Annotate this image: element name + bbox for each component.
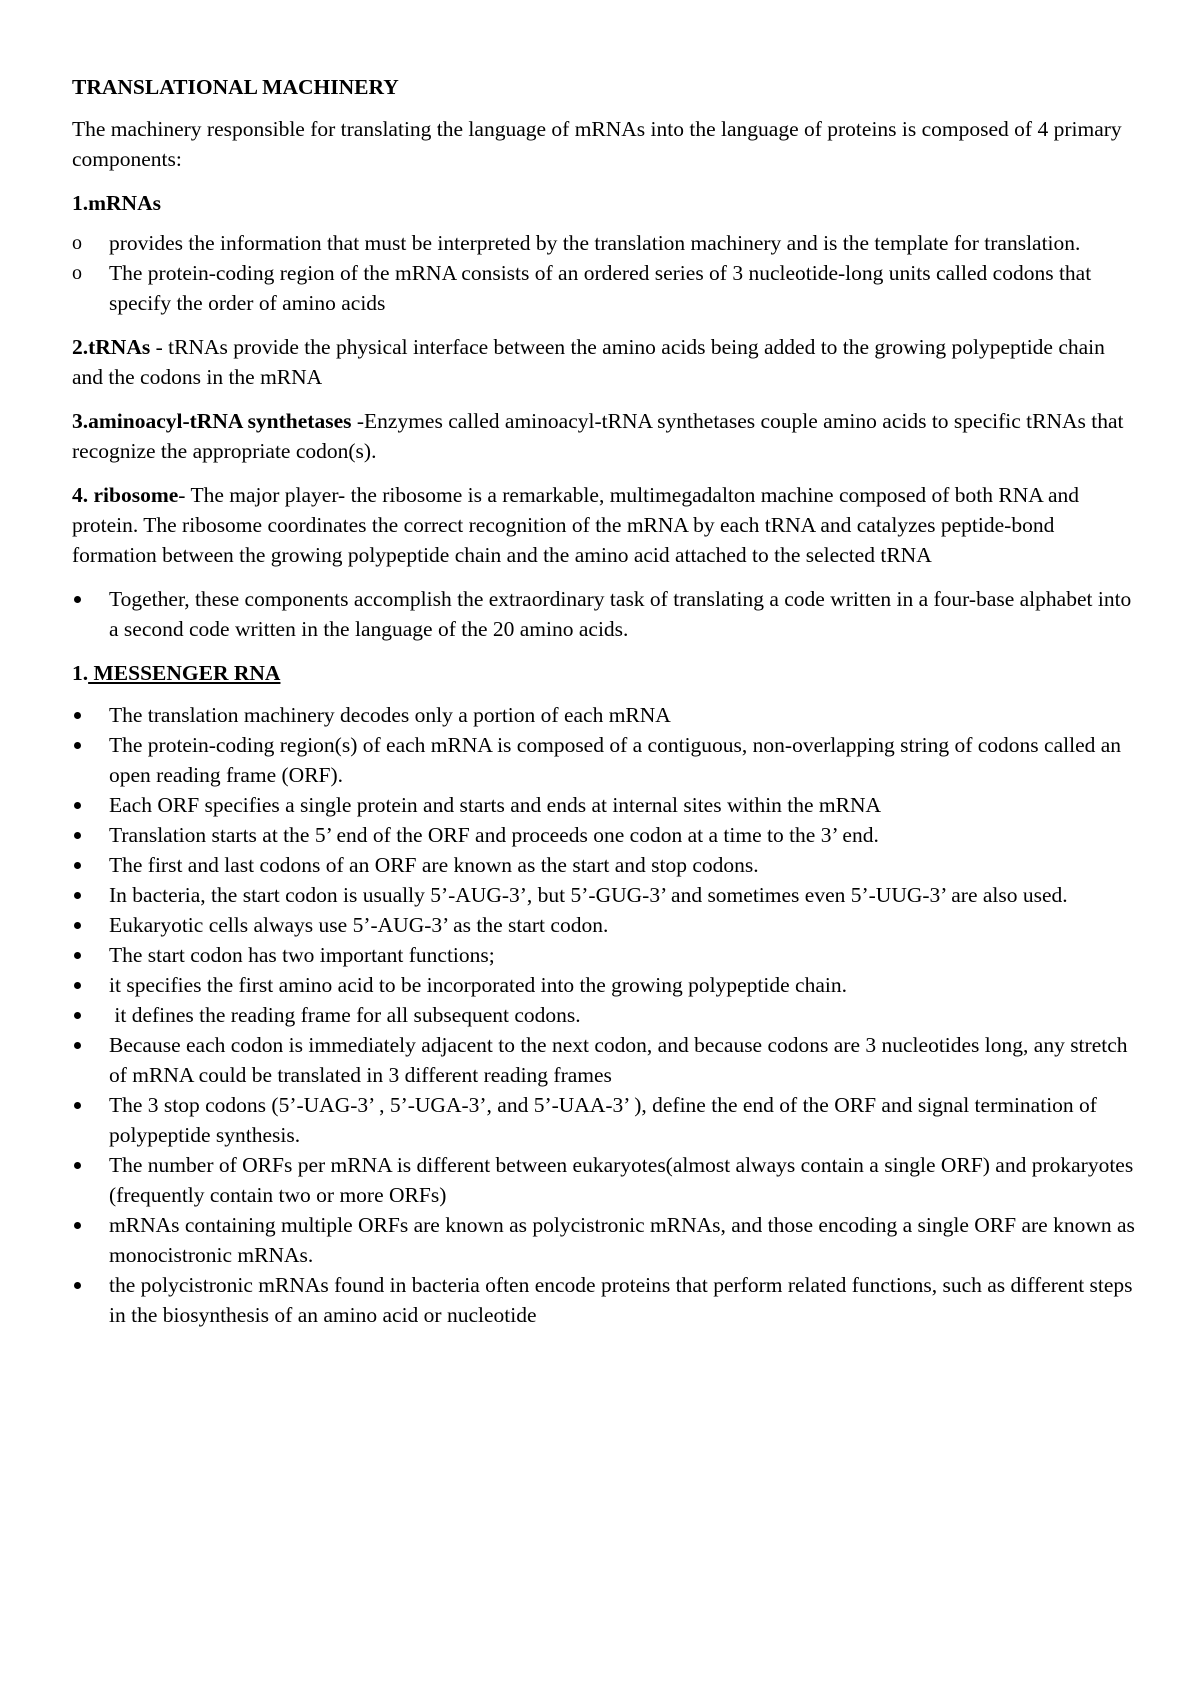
list-item-text: it specifies the first amino acid to be incorporated into the growing polypeptide chain. [109,973,847,997]
list-item [72,1210,1140,1270]
list-item [72,1000,1140,1030]
mrna-component-heading: 1.mRNAs [72,191,161,215]
list-item [72,850,1140,880]
synthetases-component-label: 3.aminoacyl-tRNA synthetases [72,409,352,433]
list-item-text: The number of ORFs per mRNA is different between eukaryotes(almost always contain a single ORF) and prokaryotes (frequently contain two or more ORFs) [109,1153,1134,1207]
list-item [72,584,1140,644]
list-item-text: mRNAs containing multiple ORFs are known as polycistronic mRNAs, and those encoding a single ORF are known as monocistronic mRNAs. [109,1213,1135,1267]
list-item [72,940,1140,970]
list-item [72,700,1140,730]
messenger-rna-list [72,700,1140,1330]
circle-bullet-icon: o [72,232,82,254]
ribosome-component-label: 4. ribosome [72,483,179,507]
list-item-text: The 3 stop codons (5’-UAG-3’ , 5’-UGA-3’, and 5’-UAA-3’ ), define the end of the ORF and signal termination of polypeptide synthesis. [109,1093,1097,1147]
list-item [72,1270,1140,1330]
list-item-text: Because each codon is immediately adjacent to the next codon, and because codons are 3 nucleotides long, any stretch of mRNA could be translated in 3 different reading frames [109,1033,1128,1087]
messenger-rna-heading [72,658,1140,688]
list-item-text: In bacteria, the start codon is usually 5’-AUG-3’, but 5’-GUG-3’ and sometimes even 5’-UUG-3’ are also used. [109,883,1068,907]
list-item-text: provides the information that must be interpreted by the translation machinery and is the template for translation. [109,231,1081,255]
ribosome-component-text: - The major player- the ribosome is a remarkable, multimegadalton machine composed of both RNA and protein. The ribosome coordinates the correct recognition of the mRNA by each tRNA and catalyzes peptide-bond formation between the growing polypeptide chain and the amino acid attached to the selected tRNA [72,483,1080,567]
trna-component-paragraph [72,332,1140,392]
list-item-text: it defines the reading frame for all subsequent codons. [109,1003,581,1027]
document-title: TRANSLATIONAL MACHINERY [72,75,399,99]
circle-bullet-icon: o [72,262,82,284]
summary-list [72,584,1140,644]
intro-paragraph: The machinery responsible for translating the language of mRNAs into the language of proteins is composed of 4 primary components: [72,117,1122,171]
synthetases-component-text: -Enzymes called aminoacyl-tRNA synthetases couple amino acids to specific tRNAs that recognize the appropriate codon(s). [72,409,1124,463]
list-item-text: The start codon has two important functions; [109,943,495,967]
list-item-text: the polycistronic mRNAs found in bacteria often encode proteins that perform related functions, such as different steps in the biosynthesis of an amino acid or nucleotide [109,1273,1133,1327]
list-item [72,258,1140,318]
list-item-text: The first and last codons of an ORF are known as the start and stop codons. [109,853,759,877]
list-item-text: Together, these components accomplish the extraordinary task of translating a code written in a four-base alphabet into a second code written in the language of the 20 amino acids. [109,587,1132,641]
list-item [72,1150,1140,1210]
list-item [72,1090,1140,1150]
list-item-text: Each ORF specifies a single protein and starts and ends at internal sites within the mRNA [109,793,882,817]
list-item [72,910,1140,940]
list-item-text: The translation machinery decodes only a portion of each mRNA [109,703,671,727]
list-item [72,1030,1140,1090]
trna-component-label: 2.tRNAs [72,335,151,359]
list-item-text: Eukaryotic cells always use 5’-AUG-3’ as the start codon. [109,913,609,937]
mrna-component-list [72,228,1140,318]
list-item [72,228,1140,258]
list-item [72,970,1140,1000]
list-item [72,790,1140,820]
ribosome-component-paragraph [72,480,1140,570]
list-item [72,730,1140,790]
list-item [72,820,1140,850]
list-item [72,880,1140,910]
trna-component-text: - tRNAs provide the physical interface between the amino acids being added to the growing polypeptide chain and the codons in the mRNA [72,335,1105,389]
section-number: 1. [72,661,89,685]
list-item-text: The protein-coding region of the mRNA consists of an ordered series of 3 nucleotide-long units called codons that specify the order of amino acids [109,261,1092,315]
synthetases-component-paragraph [72,406,1140,466]
list-item-text: Translation starts at the 5’ end of the ORF and proceeds one codon at a time to the 3’ end. [109,823,879,847]
section-title: MESSENGER RNA [88,661,281,685]
list-item-text: The protein-coding region(s) of each mRNA is composed of a contiguous, non-overlapping string of codons called an open reading frame (ORF). [109,733,1122,787]
